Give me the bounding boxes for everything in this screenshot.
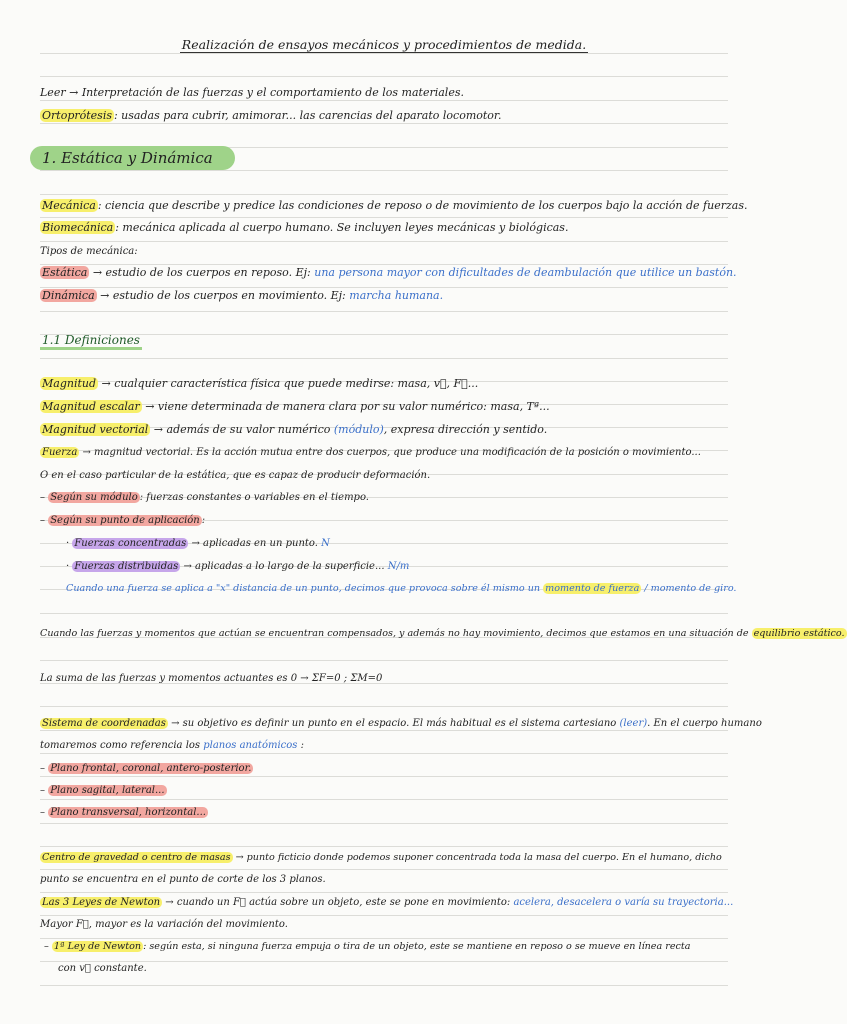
dinamica-text: → estudio de los cuerpos en movimiento. Ej: bbox=[100, 289, 346, 302]
planos-anatomicos: planos anatómicos bbox=[203, 740, 298, 751]
ortoprotesis-text: : usadas para cubrir, amimorar... las carencias del aparato locomotor. bbox=[113, 109, 502, 122]
ley1-text: : según esta, si ninguna fuerza empuja o tira de un objeto, este se mantiene en reposo o se mueve en línea recta bbox=[143, 941, 691, 952]
dinamica-example: marcha humana. bbox=[349, 289, 444, 302]
segun-modulo-label: Según su módulo bbox=[50, 492, 138, 503]
tipos-line: Tipos de mecánica: bbox=[40, 246, 138, 257]
coordenadas-label: Sistema de coordenadas bbox=[42, 718, 166, 729]
mecanica-label: Mecánica bbox=[42, 199, 96, 212]
newton-label: Las 3 Leyes de Newton bbox=[42, 897, 161, 908]
gravedad-label: Centro de gravedad o centro de masas bbox=[42, 852, 231, 863]
coordenadas-text-b: . En el cuerpo humano bbox=[647, 718, 762, 729]
newton-text-blue: acelera, desacelera o varía su trayectoria... bbox=[513, 897, 734, 908]
dinamica-line bbox=[40, 289, 730, 303]
page-title bbox=[0, 38, 768, 52]
mecanica-line bbox=[40, 199, 748, 213]
equilibrio-line bbox=[40, 627, 845, 641]
gravedad-line bbox=[40, 851, 730, 865]
coordenadas-leer: (leer) bbox=[619, 718, 648, 729]
plano-sagital: Plano sagital, lateral... bbox=[50, 785, 165, 796]
magnitud-text: → cualquier característica física que puede medirse: masa, v⃗, F⃗... bbox=[101, 377, 479, 390]
plano-transversal-line: – Plano transversal, horizontal... bbox=[40, 807, 206, 818]
concentradas-line: · Fuerzas concentradas → aplicadas en un punto. N bbox=[66, 538, 330, 549]
coordenadas-cont-line bbox=[40, 739, 730, 753]
magnitud-escalar-label: Magnitud escalar bbox=[42, 400, 140, 413]
concentradas-unit: N bbox=[321, 538, 330, 549]
fuerza-line bbox=[40, 446, 730, 460]
estatica-text: → estudio de los cuerpos en reposo. Ej: bbox=[92, 266, 311, 279]
mecanica-text: : ciencia que describe y predice las condiciones de reposo o de movimiento de los cuerpos bajo la acción de fuerzas. bbox=[97, 199, 748, 212]
plano-sagital-line: – Plano sagital, lateral... bbox=[40, 785, 165, 796]
magnitud-vectorial-line bbox=[40, 423, 730, 437]
ortoprotesis-line bbox=[40, 109, 730, 123]
momento-highlight: momento de fuerza bbox=[545, 583, 640, 594]
coordenadas-text-a: → su objetivo es definir un punto en el espacio. El más habitual es el sistema cartesiano bbox=[171, 718, 617, 729]
distribuidas-unit: N/m bbox=[387, 561, 410, 572]
coordenadas-cont-a: tomaremos como referencia los bbox=[40, 740, 201, 751]
magnitud-escalar-text: → viene determinada de manera clara por su valor numérico: masa, Tª... bbox=[145, 400, 550, 413]
distribuidas-line: · Fuerzas distribuidas → aplicadas a lo largo de la superficie... N/m bbox=[66, 561, 410, 572]
fuerza-cont-line: O en el caso particular de la estática, que es capaz de producir deformación. bbox=[40, 470, 431, 481]
plano-frontal: Plano frontal, coronal, antero-posterior. bbox=[50, 763, 252, 774]
coordenadas-cont-b: : bbox=[300, 740, 304, 751]
ley1-line: – 1ª Ley de Newton : según esta, si ninguna fuerza empuja o tira de un objeto, este se mantiene en reposo o se mueve en línea recta bbox=[44, 941, 691, 952]
biomecanica-label: Biomecánica bbox=[42, 221, 114, 234]
leer-line: Leer → Interpretación de las fuerzas y el comportamiento de los materiales. bbox=[40, 86, 464, 99]
fuerza-text: → magnitud vectorial. Es la acción mutua entre dos cuerpos, que produce una modificación de la posición o movimiento... bbox=[82, 447, 701, 458]
page-title-text: Realización de ensayos mecánicos y procedimientos de medida. bbox=[181, 37, 587, 52]
biomecanica-line bbox=[40, 221, 730, 235]
estatica-label: Estática bbox=[42, 266, 88, 279]
subsection-heading-text: 1.1 Definiciones bbox=[40, 333, 142, 350]
momento-line bbox=[66, 582, 756, 596]
segun-modulo-text: : fuerzas constantes o variables en el tiempo. bbox=[139, 492, 369, 503]
newton-text-a: → cuando un F⃗ actúa sobre un objeto, este se pone en movimiento: bbox=[165, 897, 511, 908]
newton-line bbox=[40, 896, 734, 910]
magnitud-vectorial-label: Magnitud vectorial bbox=[42, 423, 149, 436]
suma-line: La suma de las fuerzas y momentos actuantes es 0 → ΣF=0 ; ΣM=0 bbox=[40, 673, 383, 684]
segun-punto-label: Según su punto de aplicación bbox=[50, 515, 200, 526]
dinamica-label: Dinámica bbox=[42, 289, 95, 302]
estatica-example: una persona mayor con dificultades de deambulación que utilice un bastón. bbox=[314, 266, 737, 279]
fuerza-label: Fuerza bbox=[42, 447, 78, 458]
subsection-heading-definiciones bbox=[40, 333, 730, 348]
distribuidas-label: Fuerzas distribuidas bbox=[74, 561, 179, 572]
estatica-line bbox=[40, 266, 737, 280]
momento-text: Cuando una fuerza se aplica a "x" distancia de un punto, decimos que provoca sobre él mismo un bbox=[66, 583, 541, 594]
ley1-label: 1ª Ley de Newton bbox=[53, 941, 142, 952]
equilibrio-highlight: equilibrio estático. bbox=[753, 628, 845, 639]
gravedad-cont-line: punto se encuentra en el punto de corte de los 3 planos. bbox=[40, 874, 326, 885]
magnitud-escalar-line bbox=[40, 400, 730, 414]
magnitud-label: Magnitud bbox=[42, 377, 97, 390]
magnitud-line bbox=[40, 377, 730, 391]
magnitud-vectorial-text-b: , expresa dirección y sentido. bbox=[383, 423, 548, 436]
segun-punto-line: – Según su punto de aplicación : bbox=[40, 515, 206, 526]
equilibrio-text: Cuando las fuerzas y momentos que actúan se encuentran compensados, y además no hay movimiento, decimos que estamos en una situación de bbox=[40, 628, 749, 639]
biomecanica-text: : mecánica aplicada al cuerpo humano. Se incluyen leyes mecánicas y biológicas. bbox=[115, 221, 569, 234]
distribuidas-text: → aplicadas a lo largo de la superficie... bbox=[183, 561, 385, 572]
plano-frontal-line: – Plano frontal, coronal, antero-posterior. bbox=[40, 763, 252, 774]
concentradas-text: → aplicadas en un punto. bbox=[191, 538, 318, 549]
newton-mayor-line: Mayor F⃗, mayor es la variación del movimiento. bbox=[40, 919, 288, 930]
segun-modulo-line: – Según su módulo : fuerzas constantes o variables en el tiempo. bbox=[40, 492, 369, 503]
leer-label: Leer bbox=[40, 86, 66, 99]
ortoprotesis-label: Ortoprótesis bbox=[42, 109, 112, 122]
magnitud-vectorial-modulo: (módulo) bbox=[333, 423, 384, 436]
section-heading-estatica-dinamica: 1. Estática y Dinámica bbox=[30, 146, 235, 170]
coordenadas-line bbox=[40, 717, 762, 731]
magnitud-vectorial-text-a: → además de su valor numérico bbox=[153, 423, 331, 436]
plano-transversal: Plano transversal, horizontal... bbox=[50, 807, 206, 818]
gravedad-text: → punto ficticio donde podemos suponer concentrada toda la masa del cuerpo. En el humano, dicho bbox=[235, 852, 722, 863]
leer-text: Interpretación de las fuerzas y el comportamiento de los materiales. bbox=[81, 86, 464, 99]
momento-tail: / momento de giro. bbox=[644, 583, 737, 594]
ley1-cont-line: con v⃗ constante. bbox=[58, 963, 147, 974]
concentradas-label: Fuerzas concentradas bbox=[74, 538, 187, 549]
